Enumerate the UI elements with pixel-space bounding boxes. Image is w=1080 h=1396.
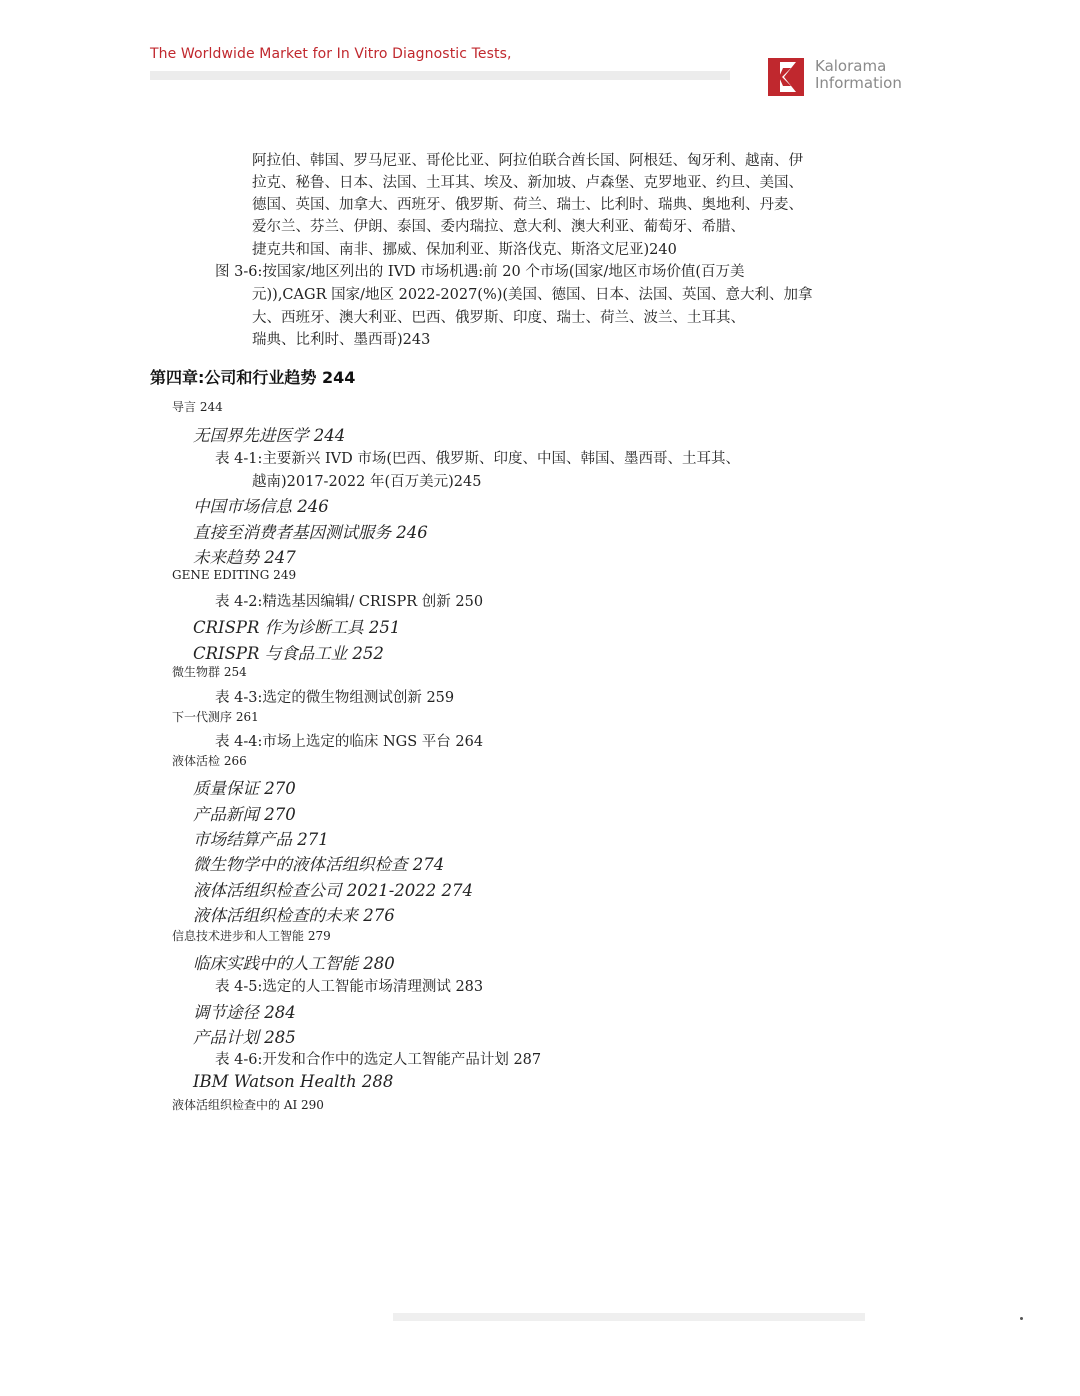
toc-entry: CRISPR 与食品工业 252 — [193, 644, 384, 663]
toc-entry: 图 3-6:按国家/地区列出的 IVD 市场机遇:前 20 个市场(国家/地区市场价值(百万美 — [215, 264, 745, 280]
kalorama-logo — [768, 58, 908, 98]
toc-entry: 液体活组织检查中的 AI 290 — [172, 1098, 324, 1112]
document-header-title: The Worldwide Market for In Vitro Diagnostic Tests, — [150, 46, 512, 62]
toc-entry: 临床实践中的人工智能 280 — [193, 954, 395, 973]
toc-entry: 中国市场信息 246 — [193, 497, 329, 516]
toc-entry: 液体活组织检查的未来 276 — [193, 906, 395, 925]
toc-entry: 液体活检 266 — [172, 754, 247, 768]
toc-entry: 拉克、秘鲁、日本、法国、土耳其、埃及、新加坡、卢森堡、克罗地亚、约旦、美国、 — [252, 175, 803, 191]
logo-line-2: Information — [815, 74, 902, 92]
footer-dot — [1020, 1317, 1023, 1320]
toc-entry: 微生物学中的液体活组织检查 274 — [193, 855, 445, 874]
chapter-heading: 第四章:公司和行业趋势 244 — [150, 368, 356, 387]
toc-entry: IBM Watson Health 288 — [193, 1072, 394, 1091]
header-divider — [150, 71, 730, 80]
logo-line-1: Kalorama — [815, 57, 887, 75]
toc-entry: 产品新闻 270 — [193, 805, 296, 824]
kalorama-k-icon — [768, 58, 804, 96]
toc-entry: 表 4-1:主要新兴 IVD 市场(巴西、俄罗斯、印度、中国、韩国、墨西哥、土耳其、 — [215, 451, 741, 467]
toc-entry: 表 4-2:精选基因编辑/ CRISPR 创新 250 — [215, 594, 484, 610]
toc-entry: 导言 244 — [172, 400, 223, 414]
toc-entry: 直接至消费者基因测试服务 246 — [193, 523, 428, 542]
toc-entry: 大、西班牙、澳大利亚、巴西、俄罗斯、印度、瑞士、荷兰、波兰、土耳其、 — [252, 310, 745, 326]
toc-entry: 越南)2017-2022 年(百万美元)245 — [252, 474, 482, 490]
toc-entry: 市场结算产品 271 — [193, 830, 329, 849]
toc-entry: 阿拉伯、韩国、罗马尼亚、哥伦比亚、阿拉伯联合酋长国、阿根廷、匈牙利、越南、伊 — [252, 153, 803, 169]
toc-entry: 调节途径 284 — [193, 1003, 296, 1022]
toc-entry: 表 4-5:选定的人工智能市场清理测试 283 — [215, 979, 484, 995]
toc-entry: 信息技术进步和人工智能 279 — [172, 929, 331, 943]
toc-entry: 表 4-3:选定的微生物组测试创新 259 — [215, 690, 455, 706]
toc-entry: 无国界先进医学 244 — [193, 426, 346, 445]
kalorama-logo-text — [815, 58, 902, 92]
toc-entry: 表 4-4:市场上选定的临床 NGS 平台 264 — [215, 734, 484, 750]
toc-entry: 微生物群 254 — [172, 665, 247, 679]
toc-entry: GENE EDITING 249 — [172, 568, 297, 582]
toc-entry: 瑞典、比利时、墨西哥)243 — [252, 332, 431, 348]
toc-entry: 元)),CAGR 国家/地区 2022-2027(%)(美国、德国、日本、法国、英国、意大利、加拿 — [252, 287, 813, 303]
toc-entry: 下一代测序 261 — [172, 710, 259, 724]
toc-entry: 液体活组织检查公司 2021-2022 274 — [193, 881, 474, 900]
toc-entry: 未来趋势 247 — [193, 548, 296, 567]
toc-entry: 产品计划 285 — [193, 1028, 296, 1047]
footer-divider — [393, 1313, 865, 1321]
toc-entry: 质量保证 270 — [193, 779, 296, 798]
toc-entry: 德国、英国、加拿大、西班牙、俄罗斯、荷兰、瑞士、比利时、瑞典、奥地利、丹麦、 — [252, 197, 803, 213]
toc-entry: CRISPR 作为诊断工具 251 — [193, 618, 401, 637]
toc-entry: 表 4-6:开发和合作中的选定人工智能产品计划 287 — [215, 1052, 542, 1068]
toc-entry: 捷克共和国、南非、挪威、保加利亚、斯洛伐克、斯洛文尼亚)240 — [252, 242, 677, 258]
toc-entry: 爱尔兰、芬兰、伊朗、泰国、委内瑞拉、意大利、澳大利亚、葡萄牙、希腊、 — [252, 219, 745, 235]
